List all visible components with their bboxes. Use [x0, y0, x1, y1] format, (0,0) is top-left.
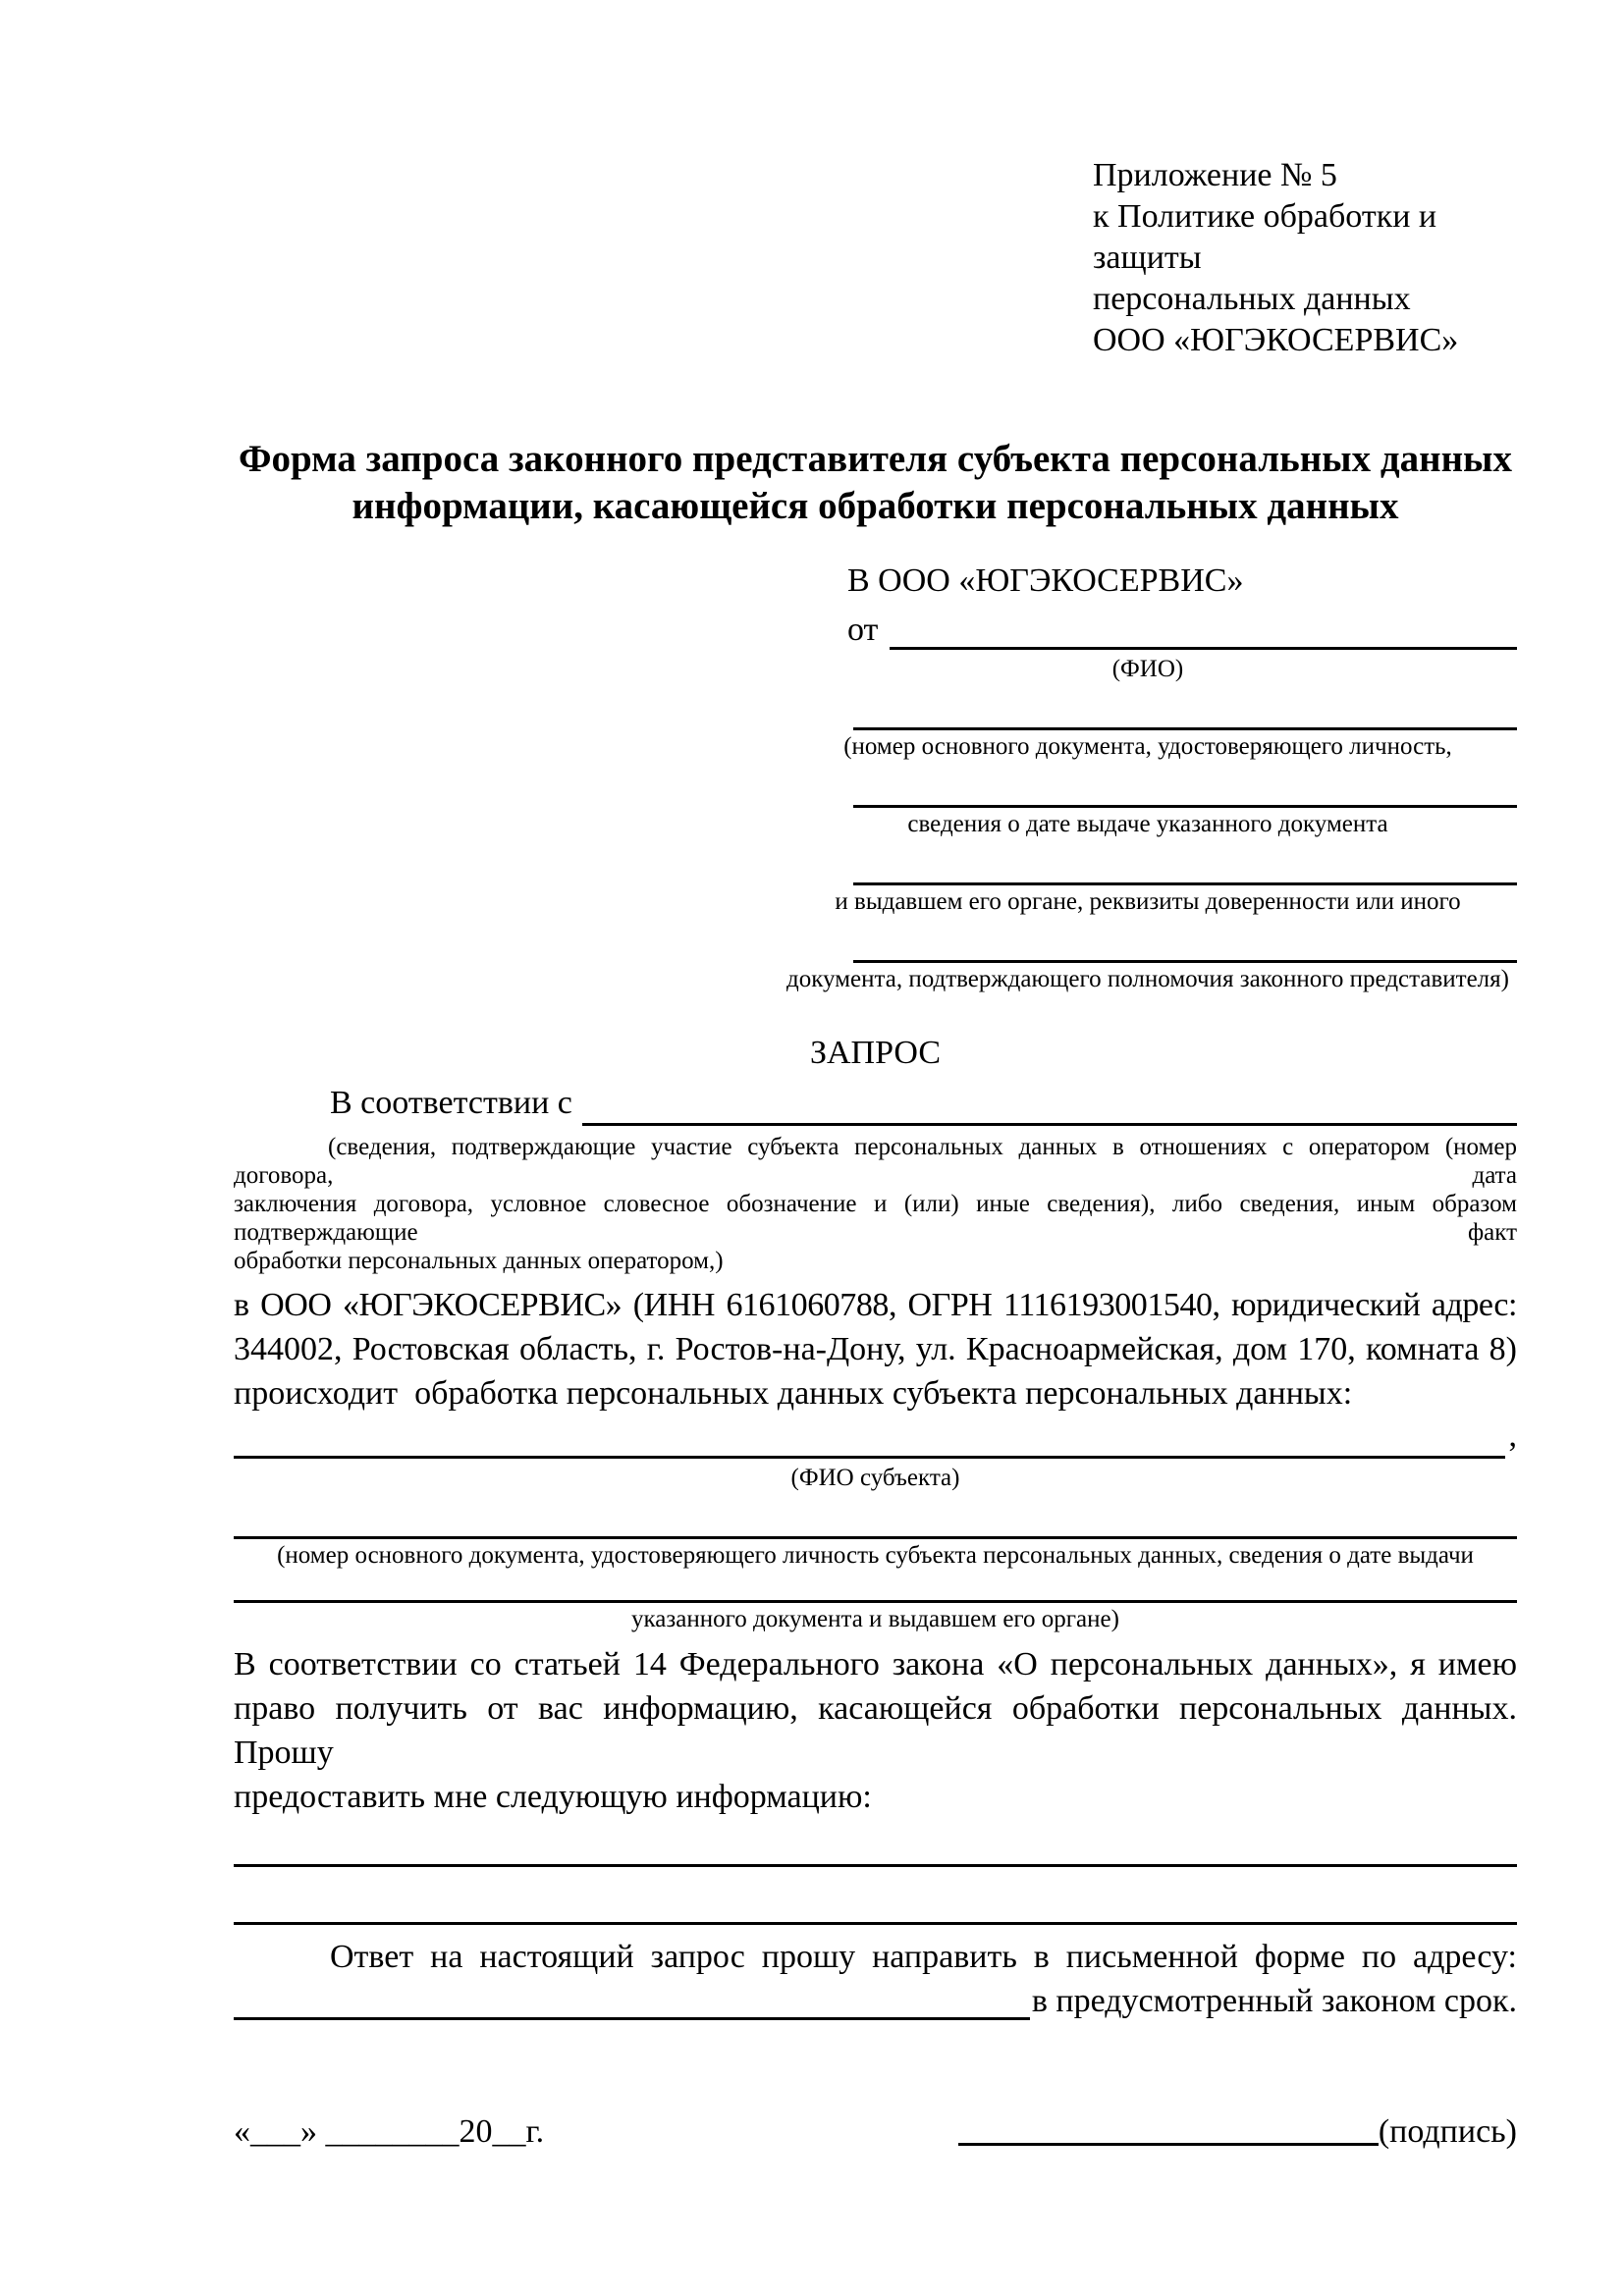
law-line-2: право получить от вас информацию, касающейся обработки персональных данных. Прошу: [234, 1690, 1517, 1771]
operator-line-1: в ООО «ЮГЭКОСЕРВИС» (ИНН 6161060788, ОГРН 1116193001540, юридический адрес:: [234, 1287, 1517, 1323]
answer-paragraph: [234, 1935, 1517, 2023]
paragraph-indent: [234, 1085, 330, 1129]
note-line-2: заключения договора, условное словесное обозначение и (или) иные сведения), либо сведения, иным образом подтверждающие факт: [234, 1191, 1517, 1246]
addressee-company: В ООО «ЮГЭКОСЕРВИС»: [847, 562, 1244, 599]
request-heading: ЗАПРОС: [809, 1035, 942, 1071]
law-paragraph: [234, 1642, 1517, 1819]
operator-line-2: 344002, Ростовская область, г. Ростов-на-Дону, ул. Красноармейская, дом 170, комната 8): [234, 1331, 1517, 1367]
document-number-caption: (номер основного документа, удостоверяющего личность,: [843, 733, 1452, 760]
form-title-line-1: Форма запроса законного представителя субъекта персональных данных: [238, 438, 1513, 480]
operator-paragraph: [234, 1283, 1517, 1415]
representative-authority-caption: документа, подтверждающего полномочия законного представителя): [786, 966, 1509, 992]
from-label: от: [847, 612, 879, 648]
trailing-comma: ,: [1508, 1417, 1517, 1454]
answer-address-blank-line: [234, 1979, 1030, 2020]
representative-authority-blank-line: [853, 960, 1517, 963]
appendix-header: [1093, 155, 1517, 361]
requested-info-blank-line-1: [234, 1864, 1517, 1867]
note-line-1: (сведения, подтверждающие участие субъекта персональных данных в отношениях с оператором (номер договора, дата: [234, 1134, 1517, 1189]
from-row: [847, 609, 1517, 653]
accordance-blank-line: [582, 1085, 1517, 1126]
signature-caption: (подпись): [1378, 2113, 1517, 2150]
appendix-number: Приложение № 5: [1093, 157, 1337, 193]
note-line-3: обработки персональных данных оператором,): [234, 1248, 724, 1274]
answer-line-1: Ответ на настоящий запрос прошу направить в письменной форме по адресу:: [330, 1939, 1517, 1975]
subject-fio-row: [234, 1417, 1517, 1462]
fio-caption: (ФИО): [1111, 656, 1184, 682]
accordance-label: В соответствии с: [330, 1085, 572, 1121]
issue-date-blank-line: [853, 805, 1517, 808]
requested-info-blank-line-2: [234, 1922, 1517, 1925]
fio-blank-line: [890, 609, 1517, 650]
addressee-block: [786, 560, 1517, 994]
subject-fio-caption: (ФИО субъекта): [790, 1465, 960, 1491]
policy-reference-line-2: персональных данных: [1093, 281, 1411, 317]
answer-address-row: [234, 1979, 1517, 2023]
answer-tail-text: в предусмотренный законом срок.: [1031, 1983, 1517, 2019]
document-number-blank-line: [853, 727, 1517, 730]
form-title: [234, 436, 1517, 530]
law-line-3: предоставить мне следующую информацию:: [234, 1779, 872, 1815]
subject-document-authority-caption: указанного документа и выдавшем его органе): [631, 1606, 1119, 1632]
subject-document-caption: (номер основного документа, удостоверяющего личность субъекта персональных данных, сведения о дате выдачи: [277, 1542, 1474, 1569]
subject-document-blank-line: [234, 1536, 1517, 1539]
accordance-row: [234, 1085, 1517, 1129]
law-line-1: В соответствии со статьей 14 Федерального закона «О персональных данных», я имею: [234, 1646, 1517, 1682]
form-title-line-2: информации, касающейся обработки персональных данных: [352, 485, 1399, 527]
operator-line-3: происходит обработка персональных данных субъекта персональных данных:: [234, 1375, 1353, 1412]
issuing-authority-caption: и выдавшем его органе, реквизиты доверенности или иного: [835, 888, 1461, 915]
relationship-evidence-note: [234, 1133, 1517, 1275]
issuing-authority-blank-line: [853, 882, 1517, 885]
date-signature-row: [234, 2109, 1517, 2154]
subject-fio-blank-line: [234, 1417, 1505, 1459]
date-blank: «___» ________20__г.: [234, 2113, 545, 2150]
issue-date-caption: сведения о дате выдаче указанного документа: [907, 811, 1388, 837]
policy-reference-line-1: к Политике обработки и защиты: [1093, 198, 1437, 276]
subject-document-authority-blank-line: [234, 1600, 1517, 1603]
company-name: ООО «ЮГЭКОСЕРВИС»: [1093, 322, 1459, 358]
signature-blank-line: [958, 2143, 1379, 2146]
